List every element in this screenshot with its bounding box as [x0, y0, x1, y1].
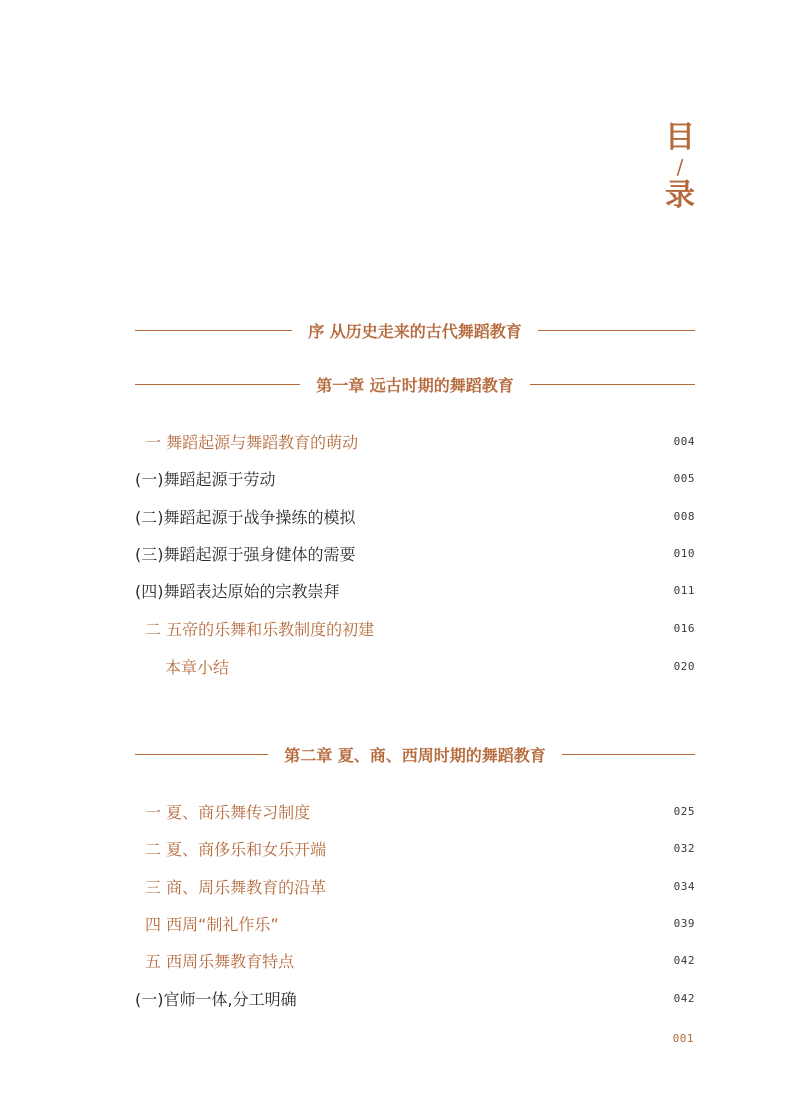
- toc-entry[interactable]: [135, 836, 695, 860]
- toc-entry-title: 五 西周乐舞教育特点: [145, 951, 295, 971]
- toc-entry-title: (三)舞蹈起源于强身健体的需要: [135, 544, 356, 564]
- toc-entry-title: 三 商、周乐舞教育的沿革: [145, 877, 327, 897]
- divider-right: [538, 330, 695, 331]
- divider-left: [135, 384, 300, 385]
- page-number: 001: [672, 1032, 694, 1045]
- toc-entry-page: 042: [673, 953, 695, 967]
- toc-entry-title: 一 夏、商乐舞传习制度: [145, 802, 311, 822]
- divider-right: [530, 384, 695, 385]
- toc-entry-page: 034: [673, 879, 695, 893]
- toc-entry[interactable]: [135, 911, 695, 935]
- toc-entry-page: 042: [673, 991, 695, 1005]
- toc-entry[interactable]: [135, 578, 695, 602]
- toc-entry-page: 008: [673, 509, 695, 523]
- toc-entry-title: 二 夏、商侈乐和女乐开端: [145, 839, 327, 859]
- toc-entry[interactable]: [135, 654, 695, 678]
- section-header-chapter-1: [135, 372, 695, 396]
- toc-entry-title: (二)舞蹈起源于战争操练的模拟: [135, 507, 356, 527]
- toc-entry-page: 039: [673, 916, 695, 930]
- title-char-mu: 目: [665, 120, 695, 155]
- divider-left: [135, 330, 292, 331]
- toc-entry-page: 004: [673, 434, 695, 448]
- toc-entry-page: 011: [673, 583, 695, 597]
- toc-entry-page: 010: [673, 546, 695, 560]
- divider-right: [562, 754, 695, 755]
- toc-entry[interactable]: [135, 466, 695, 490]
- toc-entry-title: (一)官师一体,分工明确: [135, 989, 297, 1009]
- toc-entry-page: 005: [673, 471, 695, 485]
- toc-entry[interactable]: [135, 429, 695, 453]
- toc-entry[interactable]: [135, 948, 695, 972]
- toc-entry-title: 一 舞蹈起源与舞蹈教育的萌动: [145, 432, 359, 452]
- section-header-chapter-2: [135, 742, 695, 766]
- section-label[interactable]: 序 从历史走来的古代舞蹈教育: [308, 321, 522, 341]
- toc-entry[interactable]: [135, 616, 695, 640]
- toc-entry-title: 四 西周“制礼作乐”: [145, 914, 279, 934]
- divider-left: [135, 754, 268, 755]
- toc-entry-title: 二 五帝的乐舞和乐教制度的初建: [145, 619, 375, 639]
- section-label[interactable]: 第一章 远古时期的舞蹈教育: [316, 375, 514, 395]
- section-label[interactable]: 第二章 夏、商、西周时期的舞蹈教育: [284, 745, 546, 765]
- title-char-lu: 录: [665, 178, 695, 213]
- toc-entry-title: (四)舞蹈表达原始的宗教崇拜: [135, 581, 340, 601]
- toc-entry-page: 025: [673, 804, 695, 818]
- toc-entry[interactable]: [135, 799, 695, 823]
- toc-entry-title: 本章小结: [165, 657, 230, 677]
- toc-entry[interactable]: [135, 874, 695, 898]
- title-slash: /: [676, 155, 684, 179]
- toc-entry-title: (一)舞蹈起源于劳动: [135, 469, 276, 489]
- toc-title: [655, 118, 705, 216]
- toc-entry[interactable]: [135, 541, 695, 565]
- toc-entry[interactable]: [135, 504, 695, 528]
- toc-entry[interactable]: [135, 986, 695, 1010]
- toc-entry-page: 016: [673, 621, 695, 635]
- section-header-preface: [135, 318, 695, 342]
- toc-entry-page: 020: [673, 659, 695, 673]
- toc-entry-page: 032: [673, 841, 695, 855]
